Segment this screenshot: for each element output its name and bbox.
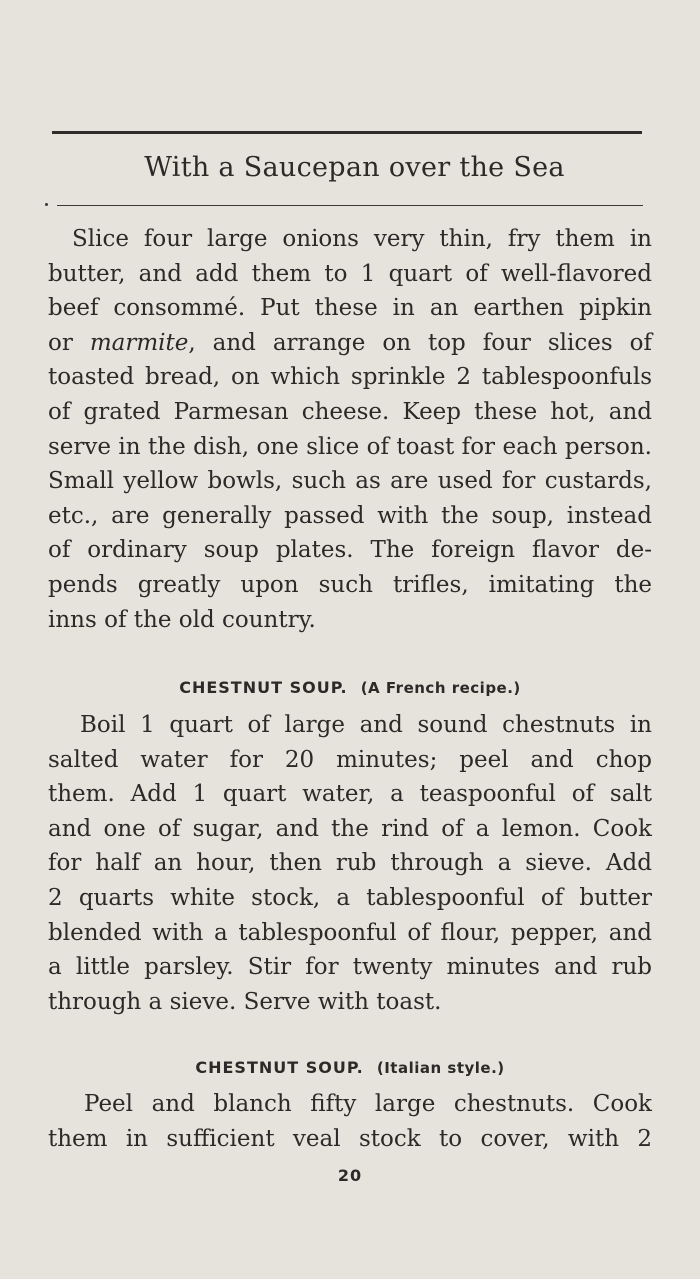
text-line: through a sieve. Serve with toast. <box>48 988 442 1015</box>
text-line: blended with a tablespoonful of flour, pepper, and <box>48 919 652 946</box>
recipe1-subtitle: (A French recipe.) <box>360 679 521 697</box>
running-head: With a Saucepan over the Sea <box>144 152 565 183</box>
text-line: of grated Parmesan cheese. Keep these hot, and <box>48 398 652 425</box>
header-rule-bottom <box>57 205 643 206</box>
page-number: 20 <box>337 1166 363 1185</box>
recipe2-title: CHESTNUT SOUP. <box>195 1058 364 1077</box>
recipe1-heading <box>48 678 652 697</box>
text-line: Small yellow bowls, such as are used for custards, <box>48 468 652 495</box>
text-line: pends greatly upon such trifles, imitating the <box>48 571 652 598</box>
intro-paragraph <box>48 222 652 637</box>
text-line: etc., are generally passed with the soup, instead <box>48 502 652 529</box>
recipe2-subtitle: (Italian style.) <box>376 1059 505 1077</box>
text-line: Peel and blanch fifty large chestnuts. Cook <box>84 1091 652 1117</box>
text-line: Slice four large onions very thin, fry them in <box>72 226 652 252</box>
text-line: serve in the dish, one slice of toast for each person. <box>48 433 652 460</box>
text-line: 2 quarts white stock, a tablespoonful of butter <box>48 884 652 911</box>
recipe2-text <box>48 1087 652 1156</box>
text-line: toasted bread, on which sprinkle 2 tablespoonfuls <box>48 364 652 391</box>
text-line: or marmite, and arrange on top four slices of <box>48 329 652 356</box>
text-line: them. Add 1 quart water, a teaspoonful of salt <box>48 781 652 808</box>
text-line: beef consommé. Put these in an earthen pipkin <box>48 295 652 322</box>
text-line: a little parsley. Stir for twenty minutes and rub <box>48 954 652 981</box>
text-line: butter, and add them to 1 quart of well-flavored <box>48 260 652 287</box>
text-line: them in sufficient veal stock to cover, with 2 <box>48 1125 652 1152</box>
recipe1-text <box>48 708 652 1019</box>
text-line: inns of the old country. <box>48 606 316 633</box>
recipe1-title: CHESTNUT SOUP. <box>179 678 348 697</box>
recipe2-heading <box>48 1058 652 1077</box>
text-line: salted water for 20 minutes; peel and chop <box>48 746 652 773</box>
text-line: for half an hour, then rub through a sieve. Add <box>48 850 652 877</box>
header-rule-top <box>52 131 642 134</box>
text-line: and one of sugar, and the rind of a lemon. Cook <box>48 815 652 842</box>
text-line: of ordinary soup plates. The foreign flavor de- <box>48 537 652 564</box>
header-rule-dot <box>45 203 48 206</box>
italic-term: marmite <box>89 329 189 356</box>
text-line: Boil 1 quart of large and sound chestnuts in <box>80 712 652 738</box>
